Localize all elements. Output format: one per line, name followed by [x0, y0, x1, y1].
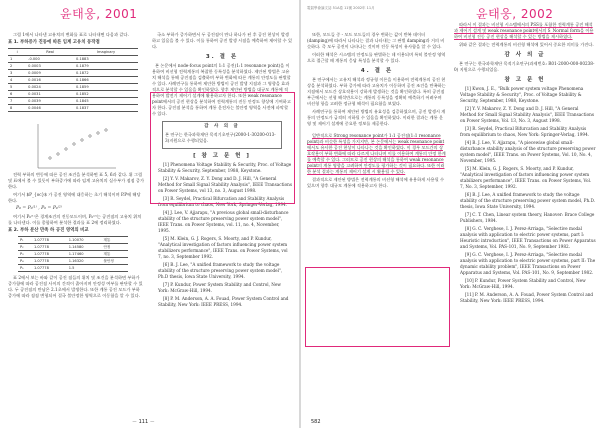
right-column-2 [454, 22, 596, 306]
body-paragraph: 결과적으로 제안된 방법은 전력계통의 비선형 해석에 유용하게 사용될 수 있으며 향후 대규모 계통에 적용하고자 한다. [307, 177, 445, 188]
table-cell: 1.14580 [67, 244, 102, 251]
table-cell: 4 [8, 77, 26, 84]
table-row [18, 265, 128, 272]
table-cell: P₂ [18, 244, 32, 251]
table-cell: 0.1845 [74, 98, 138, 105]
acknowledgement-text: 본 연구는 한국과학재단 목적기초연구(2000-1-30200-013-3)지원으로 수행되었음. [165, 132, 276, 143]
reference-item: [3] R. Seydel, Practical Bifurcation and Stability Analysis from equilibrium to chaos, New York: Springer-Verlag, 1994. [460, 126, 590, 137]
left-page-title: 윤태웅, 2001 [60, 7, 138, 21]
table-cell: 3 [8, 70, 26, 77]
table-row [18, 237, 128, 244]
eigenvalue-table [8, 48, 138, 112]
table-cell: 계통 [101, 251, 128, 258]
table1-header-cell: Imaginary [74, 49, 138, 56]
table-cell: 0.0009 [26, 70, 74, 77]
reference-item: [5] M. Klein, G. J. Rogers, S. Moorty, and P. Kundur, "Analytical investigation of factors influencing power system stabilizers performance", IEEE Trans. on Power Systems, Vol. 7, No. 3, September, 1992. [460, 166, 592, 189]
table-cell: P₁ [18, 237, 32, 244]
reference-item: [6] B. J. Lee, A unified framework to study the voltage stability of the structure preserving power system model, Ph.D. thesis, Iowa State University, 1994. [460, 192, 596, 209]
reference-item: [4] J. Lee, V. Ajjarapu, "A previous global small-disturbance stability of the structure preserving power system model", IEEE Trans. on Power Systems, vol. 11, no. 4, November, 1995. [158, 210, 289, 233]
table-cell: P₃ [18, 251, 32, 258]
table-cell: 0.1883 [74, 56, 138, 63]
right-column-1 [307, 32, 447, 191]
table-cell: 불안정 [101, 258, 128, 265]
table-row [8, 84, 138, 91]
table-cell: 6 [8, 91, 26, 98]
reference-item: [10] P. Kundur, Power System Stability and Control, New York: McGraw-Hill, 1994. [460, 278, 586, 289]
body-paragraph: 표 2에서 보는 바와 같이 공진 점들의 위치 및 조건을 분석하면 부하가 증가함에 따라 공진점 사이의 간격이 좁아지며 안정성 여부를 판단할 수 있다. 두 공진점의 만남은 2.1초에서 발생한다. 또한 계통 공진 모드가 부하 증가에 따라 점점 변형되어 결국 불안정한 영역으로 이동함을 알 수 있다. [8, 275, 143, 298]
table1-header-cell: i [8, 49, 26, 56]
body-paragraph: 여기서 P₀⁽¹⁾은 경계조건의 진동모드이며, P₀⁽²⁾는 공진점의 고유치 위치를 나타낸다. 이를 종합하여 분석한 결과를 표 2에 정리하였다. [8, 214, 142, 225]
acknowledgement-title: 감 사 의 글 [504, 52, 546, 58]
table-row [8, 105, 138, 112]
reference-item: [7] C. T. Chen, Linear system theory, Hanover: Brace College Publishers, 1984. [460, 212, 595, 223]
body-paragraph: 위와 같은 결과는 전력계통의 비선형 해석에 있어서 중요한 의미를 가진다. [459, 42, 594, 47]
table-row [18, 244, 128, 251]
conclusion-text: 본 논문에서 node-focus point의 1:1 공진(1:1 resonance point)을 이용하여 비선형 전력계통의 복잡한 동특성을 분석하였다. 제안된 방법은 고유치 해석을 통해 공진점을 검출하며 부하 변화에 따른 계통의 안정도를 판별할 수 있다. 사례연구를 통하여 제안한 방법이 공진 발생 지점과 그 영향을 효과적으로 분석할 수 있음을 확인하였다. 향후 제안된 방법을 대규모 계통에 적용하여 발전기 제어기 설계에 활용하고자 한다. 또한 weak resonance point에서의 공진 현상을 분석하여 전력계통의 진동 안정도 향상에 기여하고자 한다. 공진점 분석을 통하여 계통 운전자는 불안정 영역을 사전에 파악할 수 있다. [152, 63, 291, 116]
table-cell: 7 [8, 98, 26, 105]
table-cell: 1.07778 [32, 258, 67, 265]
table-row [8, 70, 138, 77]
body-paragraph: 본 연구에서는 고유치 해석과 정규형 이론을 이용하여 전력계통의 공진 현상을 분석하였다. 부하 증가에 따라 고유치가 이동하며 공진 조건을 만족하는 지점에서 모드간 상호작용이 강하게 발생하는 것을 확인하였다. 특히 공진점 부근에서는 선형 해석만으로는 계통의 동특성을 정확히 예측하기 어려우며 비선형 항을 고려한 정규형 해석이 필요함을 보였다. [307, 77, 446, 106]
table-cell: 0.1879 [74, 63, 138, 70]
table-cell: 0.0031 [26, 91, 74, 98]
equation: P₀ = P₀⁽¹⁾ , P₀ = P₀⁽²⁾ [16, 206, 62, 211]
table1-header-cell: Real [26, 49, 74, 56]
right-page [301, 0, 600, 428]
table-cell: 1.10070 [67, 237, 102, 244]
table-cell: 0.1837 [74, 105, 138, 112]
reference-item: [7] P. Kundur, Power System Stability and Control, New York: McGraw-Hill, 1994. [158, 282, 282, 293]
reference-item: [6] B. J. Lee, "A unified framework to study the voltage stability of the structure preserving power system model", Ph.D thesis, Iowa State University, 1994. [158, 262, 283, 279]
reference-item: [8] P. M. Anderson, A. A. Fouad, Power System Control and Stability, New York: IEEE PRESS, 1994. [158, 296, 289, 307]
intro-text: 그림 1에서 나타낸 고유치의 변화를 표로 나타내면 다음과 같다. [13, 32, 129, 37]
table-cell: 0.1859 [74, 84, 138, 91]
table-cell: 1.07778 [32, 237, 67, 244]
journal-header: 電氣學會論文誌 51A卷 11號 2002年 11月 [307, 6, 375, 10]
right-page-title: 윤태웅, 2002 [476, 7, 554, 21]
table-cell: 0.0046 [26, 105, 74, 112]
table-cell: 안정 [101, 244, 128, 251]
reference-item: [9] G. C. Verghese, I. J. Perez-Arriaga, "Selective modal analysis with application to electric power systems, part II: The dynamic stability problem", IEEE Transactions on Power Apparatus and Systems, Vol. PAS-101, No. 9, September 1982. [460, 252, 596, 275]
section-heading: 3. 결 론 [205, 54, 239, 60]
section-heading: 4. 결 론 [360, 68, 394, 74]
resonance-comparison-table [18, 236, 128, 272]
reference-item: [1] Kwon, J. E., "Bulk power system voltage Phenomena Voltage Stability & Security", Proc. of Voltage Stability & Security, September, 1988, Keystone. [460, 86, 584, 103]
table-row [8, 77, 138, 84]
table-cell: P₄ [18, 258, 32, 265]
references-list [454, 86, 596, 304]
table-cell: 0.0039 [26, 98, 74, 105]
table-row [18, 251, 128, 258]
table-cell: 8 [8, 105, 26, 112]
highlight-box [305, 267, 450, 347]
reference-item: [11] P. M. Anderson, A. A. Fouad, Power System Control and Stability, New York: IEEE PRESS, 1994. [460, 292, 594, 303]
table-cell: -0.000 [26, 56, 74, 63]
reference-item: [8] G. C. Verghese, I. J. Perez-Arriaga, "Selective modal analysis with application to electric power systems, part I: Heuristic introduction", IEEE Transactions on Power Apparatus and Systems, Vol. PAS-101, No. 9, September 1982. [460, 226, 596, 249]
body-paragraph: 국소 부하가 증가하면서 두 공진점이 만나 하나가 된 후 공진 현상이 발생하고 있음을 볼 수 있다. 이를 통하여 공진 발생 시점을 예측하여 제어할 수 있다. [152, 32, 292, 49]
highlight-box [150, 92, 295, 204]
highlighted-text: 일반적으로 Strong resonance point가 1:1 공진점(1:1 resonance point)과 비슷한 특성을 가지지만, 본 논문에서는 weak resonance point에서도 유사한 공진 현상이 나타나는 것을 확인하였다. 이 경우 모드간의 상호작용이 부하 변화에 따라 다르게 나타나며 이를 이용하여 계통의 안정 한계를 예측할 수 있다. 그러므로 공진 현상의 해석을 통하여 weak resonance point의 계통 영향을 고려하여 안정도를 평가하는 것이 필요하다. 또한 이러한 분석 결과는 계통의 제어기 설계 시 활용될 수 있다. [307, 133, 446, 174]
body-paragraph: 또한, 모드들 중 - 모드 모드들의 경우 변하는 값이 반복 데이터 (damping)에 따라서 나타나는 결과 나타내는 그 판별 damping과 거의 비슷하다. 즉 모두 공진이 나타나는 것이며 진동 특성이 유사함을 알 수 있다. [307, 32, 445, 49]
table-row [8, 63, 138, 70]
table-cell: 1.5 [67, 265, 102, 272]
table-row [18, 258, 128, 265]
body-paragraph: 여기서 $P_{oc}$ 가 공진 영역에 대응하는 초기 해석이며 P.P에 해당한다. [8, 192, 141, 203]
left-page [0, 0, 299, 428]
body-paragraph: 사례연구를 통하여 제안된 방법의 유효성을 검증하였으며, 공진 발생시 계통의 안정도가 급격히 저하될 수 있음을 확인하였다. 이러한 결과는 계통 운영 및 제어기 설계에 중요한 정보를 제공한다. [307, 109, 446, 126]
reference-item: [2] Y. V. Makarov, Z. Y. Dong and D. J. Hill, "A General Method for Small Signal Stability Analysis", IEEE Transactions on Power Systems, vol 13, no. 3, August 1998. [158, 176, 292, 193]
table-cell: 2 [8, 63, 26, 70]
reference-item: [2] Y. V. Makarov, Z. Y. Dong and D. J. Hill, "A General Method for Small Signal Stability Analysis", IEEE Transactions on Power Systems, Vol. 13, No. 3, August 1998. [460, 106, 594, 123]
table-cell: 1.07778 [32, 265, 67, 272]
table-cell: 1 [8, 56, 26, 63]
table-cell: P₅ [18, 265, 32, 272]
reference-item: [5] M. Klein, G. J. Rogers, S. Moorty, and P. Kundur, "Analytical investigation of factors influencing power system stabilizers performance", IEEE Trans. on Power Systems, vol 7, no. 3, September 1992. [158, 236, 288, 259]
table-cell: 계통 [101, 237, 128, 244]
reference-item: [1] Phenomena Voltage Stability & Security, Proc. of Voltage Stability & Security, September, 1988, Keystone. [158, 162, 292, 173]
table-row [8, 91, 138, 98]
eigenvalue-plot [30, 120, 120, 175]
table-cell: 0.0003 [26, 63, 74, 70]
page-number: － 111 － [132, 419, 155, 425]
acknowledgement-text: 본 연구는 한국과학재단 목적기초연구(과제번호: R01-2000-000-00238-0) 지원으로 수행되었음. [454, 61, 595, 72]
table-cell [101, 265, 128, 272]
body-paragraph: 이러한 해석은 시스템의 안정도를 판별하는 데 이용되며 특히 불안정 영역으로 접근할 때 계통의 응답 특성을 분석할 수 있다. [307, 52, 446, 63]
references-title: 참 고 문 헌 [504, 77, 546, 83]
reference-item: [4] B. J. Lee, V. Ajjarapu, "A piecewise global small-disturbance stability analysis of the structure preserving power system model", IEEE Trans. on Power Systems, Vol. 10, No. 4, November, 1995. [460, 140, 596, 163]
table-cell: 0.1866 [74, 77, 138, 84]
page-number: 582 [311, 419, 321, 425]
table-cell: 1.16320 [67, 258, 102, 265]
highlighted-intro: 따라서 이 결과는 비선형 시스템에서의 PSS를 포함한 전력계통 공진 해석과 제어기 설계 및 weak resonance point에서의 S_Normal form을 이용하여 비선형 진동 공진 현상을 해석할 수 있는 방법을 제시하였다. [454, 22, 594, 39]
table-cell: 1.07778 [32, 244, 67, 251]
acknowledgement-title: 감 사 의 글 [204, 124, 240, 129]
table-row [8, 56, 138, 63]
references-title: [ 참 고 문 헌 ] [193, 153, 251, 159]
table-cell: 1.07778 [32, 251, 67, 258]
table-cell: 0.1872 [74, 70, 138, 77]
reference-item: [3] R. Seydel, Practical Bifurcation and Stability Analysis from equilibrium to chaos, New York, Springer-Verlag, 1994. [158, 196, 287, 207]
table-cell: 1.17460 [67, 251, 102, 258]
table-cell: 0.0016 [26, 77, 74, 84]
table1-caption: 표 1. 부하증가 진동에 따른 임계 고유치 동작점 [8, 40, 100, 45]
table-cell: 0.1852 [74, 91, 138, 98]
table2-caption: 표 2. 부하 분산 만족 하 공진 영역의 비교 [8, 228, 89, 233]
body-paragraph: 전력 부하의 변동에 따른 공진 조건을 분석하면 표 5, 6과 같다. 위 그림 및 표에서 볼 수 있듯이 부하증가에 따라 임계 고유치의 실수부가 점점 증가한다. [8, 172, 144, 189]
table-cell: 5 [8, 84, 26, 91]
table-row [8, 98, 138, 105]
table-cell: 0.0024 [26, 84, 74, 91]
